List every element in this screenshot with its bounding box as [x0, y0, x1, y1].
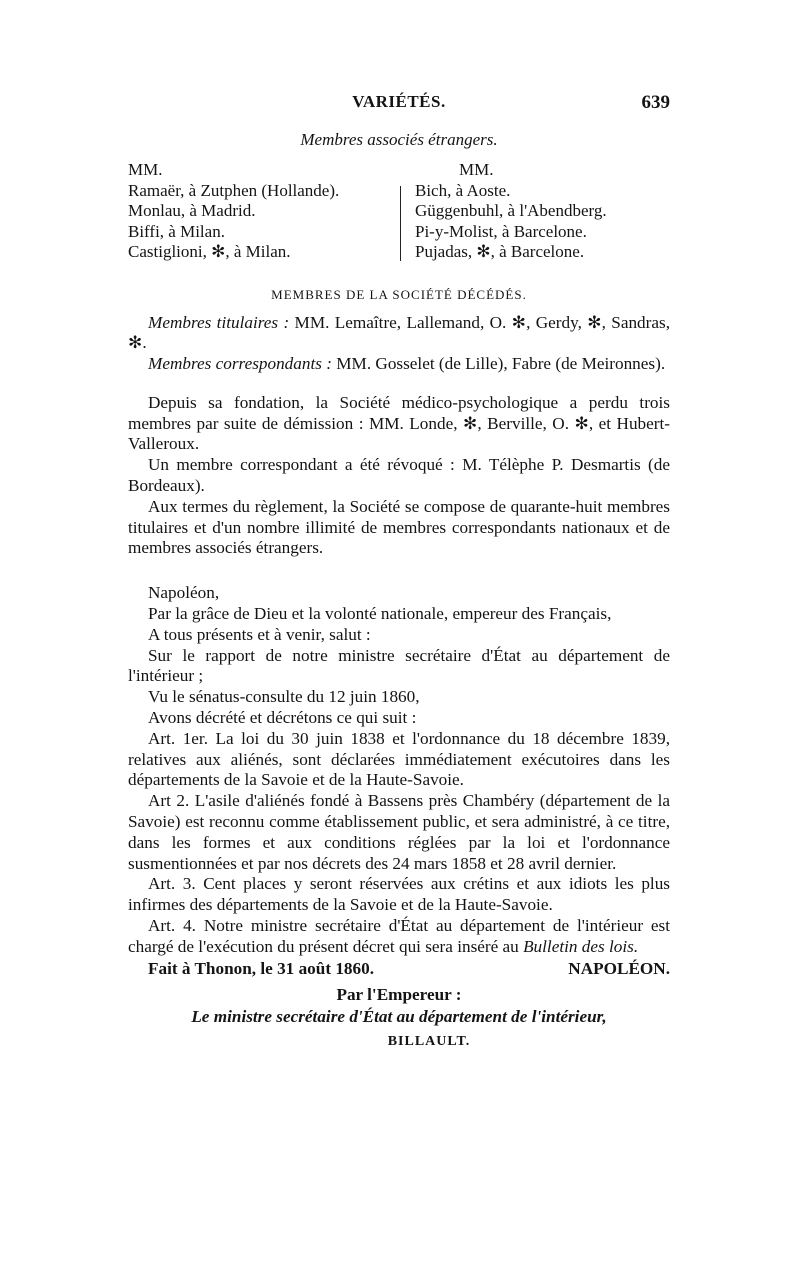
right-column-head: MM. — [459, 160, 494, 179]
decree-article-4 — [128, 916, 670, 958]
decree-senatus: Vu le sénatus-consulte du 12 juin 1860, — [148, 687, 420, 707]
member-entry: Monlau, à Madrid. — [128, 201, 256, 220]
correspondants-text: MM. Gosselet (de Lille), Fabre (de Meironnes). — [331, 354, 666, 374]
titulaires-label: Membres titulaires : — [148, 312, 290, 332]
foreign-members-left-column — [128, 160, 400, 263]
article-4-bulletin: Bulletin des lois. — [523, 936, 639, 956]
decree-napoleon: Napoléon, — [148, 583, 220, 603]
decree-avons: Avons décrété et décrétons ce qui suit : — [148, 708, 417, 728]
foreign-members-table — [128, 160, 670, 263]
titulaires-text: MM. Lemaître, Lallemand, O. ✻, Gerdy, ✻, Sandras, ✻. — [128, 312, 670, 353]
minister-title: Le ministre secrétaire d'État au département de l'intérieur, — [191, 1006, 607, 1026]
page-number: 639 — [641, 92, 670, 113]
member-entry: Pi-y-Molist, à Barcelone. — [415, 221, 587, 241]
deceased-members-title: MEMBRES DE LA SOCIÉTÉ DÉCÉDÉS. — [271, 286, 527, 302]
member-entry: Biffi, à Milan. — [128, 221, 225, 241]
article-4-text: Art. 4. Notre ministre secrétaire d'État au département de l'intérieur est chargé de l'exécution du présent décret qui sera inséré au — [128, 916, 670, 956]
foreign-members-title: Membres associés étrangers. — [300, 130, 498, 149]
member-entry: Bich, à Aoste. — [415, 180, 511, 200]
deceased-correspondants — [128, 354, 670, 375]
correspondants-label: Membres correspondants : — [148, 354, 332, 374]
paragraph-demission: Depuis sa fondation, la Société médico-psychologique a perdu trois membres par suite de démission : MM. Londe, ✻, Berville, O. ✻, et Hubert-Valleroux. — [128, 392, 670, 454]
foreign-members-right-column — [401, 160, 670, 263]
deceased-titulaires — [128, 313, 670, 355]
decree-article-2: Art 2. L'asile d'aliénés fondé à Bassens près Chambéry (département de la Savoie) est reconnu comme établissement public, et sera administré, à ce titre, dans les formes et aux conditions réglées par la loi et l'ordonnance susmentionnées et par nos décrets des 24 mars 1858 et 28 avril dernier. — [128, 791, 670, 873]
document-page — [128, 92, 670, 1050]
decree-grace: Par la grâce de Dieu et la volonté nationale, empereur des Français, — [148, 604, 612, 624]
decree-salut: A tous présents et à venir, salut : — [148, 624, 371, 644]
emperor-signature: NAPOLÉON. — [568, 958, 670, 978]
member-entry: Ramaër, à Zutphen (Hollande). — [128, 180, 340, 200]
decree-rapport: Sur le rapport de notre ministre secrétaire d'État au département de l'intérieur ; — [128, 645, 670, 686]
member-entry: Castiglioni, ✻, à Milan. — [128, 242, 291, 261]
minister-name: BILLAULT. — [387, 1033, 471, 1049]
member-entry: Güggenbuhl, à l'Abendberg. — [415, 201, 607, 220]
paragraph-reglement: Aux termes du règlement, la Société se compose de quarante-huit membres titulaires et d'un nombre illimité de membres correspondants nationaux et de membres associés étrangers. — [128, 496, 670, 558]
page-header — [128, 92, 670, 120]
decree-article-1: Art. 1er. La loi du 30 juin 1838 et l'ordonnance du 18 décembre 1839, relatives aux aliénés, sont déclarées immédiatement exécutoires dans les départements de la Savoie et de la Haute-Savoie. — [128, 728, 670, 790]
par-empereur: Par l'Empereur : — [336, 984, 462, 1004]
running-head: VARIÉTÉS. — [352, 92, 446, 111]
decree-place-date: Fait à Thonon, le 31 août 1860. — [148, 958, 375, 978]
signature-line — [128, 958, 670, 980]
left-column-head: MM. — [128, 160, 163, 179]
decree-article-3: Art. 3. Cent places y seront réservées aux crétins et aux idiots les plus infirmes des départements de la Savoie et de la Haute-Savoie. — [128, 874, 670, 915]
paragraph-revoque: Un membre correspondant a été révoqué : M. Télèphe P. Desmartis (de Bordeaux). — [128, 455, 670, 496]
member-entry: Pujadas, ✻, à Barcelone. — [415, 242, 585, 261]
